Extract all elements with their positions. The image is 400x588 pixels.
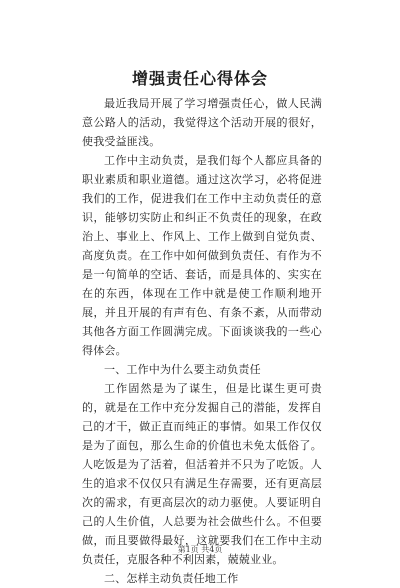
document-body: [82, 94, 322, 588]
paragraph-why: 工作固然是为了谋生，但是比谋生更可贵的，就是在工作中充分发掘自己的潜能，发挥自己的才干，做正直而纯正的事情。如果工作仅仅是为了面包，那么生命的价值也未免太低俗了。人吃饭是为了活着，但活着并不只为了吃饭。人生的追求不仅仅只有满足生存需要，还有更高层次的需求，有更高层次的动力驱使。人要证明自己的人生价值，人总要为社会做些什么。不但要做，而且要做得最好，这就要我们在工作中主动负责任，克服各种不利因素，兢兢业业。: [82, 382, 322, 566]
document-title: 增强责任心得体会: [131, 69, 268, 88]
section-heading-why: 一、工作中为什么要主动负责任: [104, 363, 261, 376]
paragraph-responsibility: 工作中主动负责，是我们每个人都应具备的职业素质和职业道德。通过这次学习，必将促进我们的工作，促进我们在工作中主动负责任的意识，能够切实防止和纠正不负责任的现象，在政治上、事业上、作风上、工作上做到自觉负责、高度负责。在工作中如何做到负责任、有作为不是一句简单的空话、套话，而是具体的、实实在在的东西，体现在工作中就是使工作顺利地开展，并且开展的有声有色、有条不紊，从而带动其他各方面工作圆满完成。下面谈谈我的一些心得体会。: [82, 154, 322, 357]
paragraph-intro: 最近我局开展了学习增强责任心，做人民满意公路人的活动，我觉得这个活动开展的很好，使我受益匪浅。: [82, 97, 322, 148]
page-number-footer: 第1页 共4页: [177, 545, 223, 554]
section-heading-how: 二、怎样主动负责任地工作: [104, 572, 239, 585]
